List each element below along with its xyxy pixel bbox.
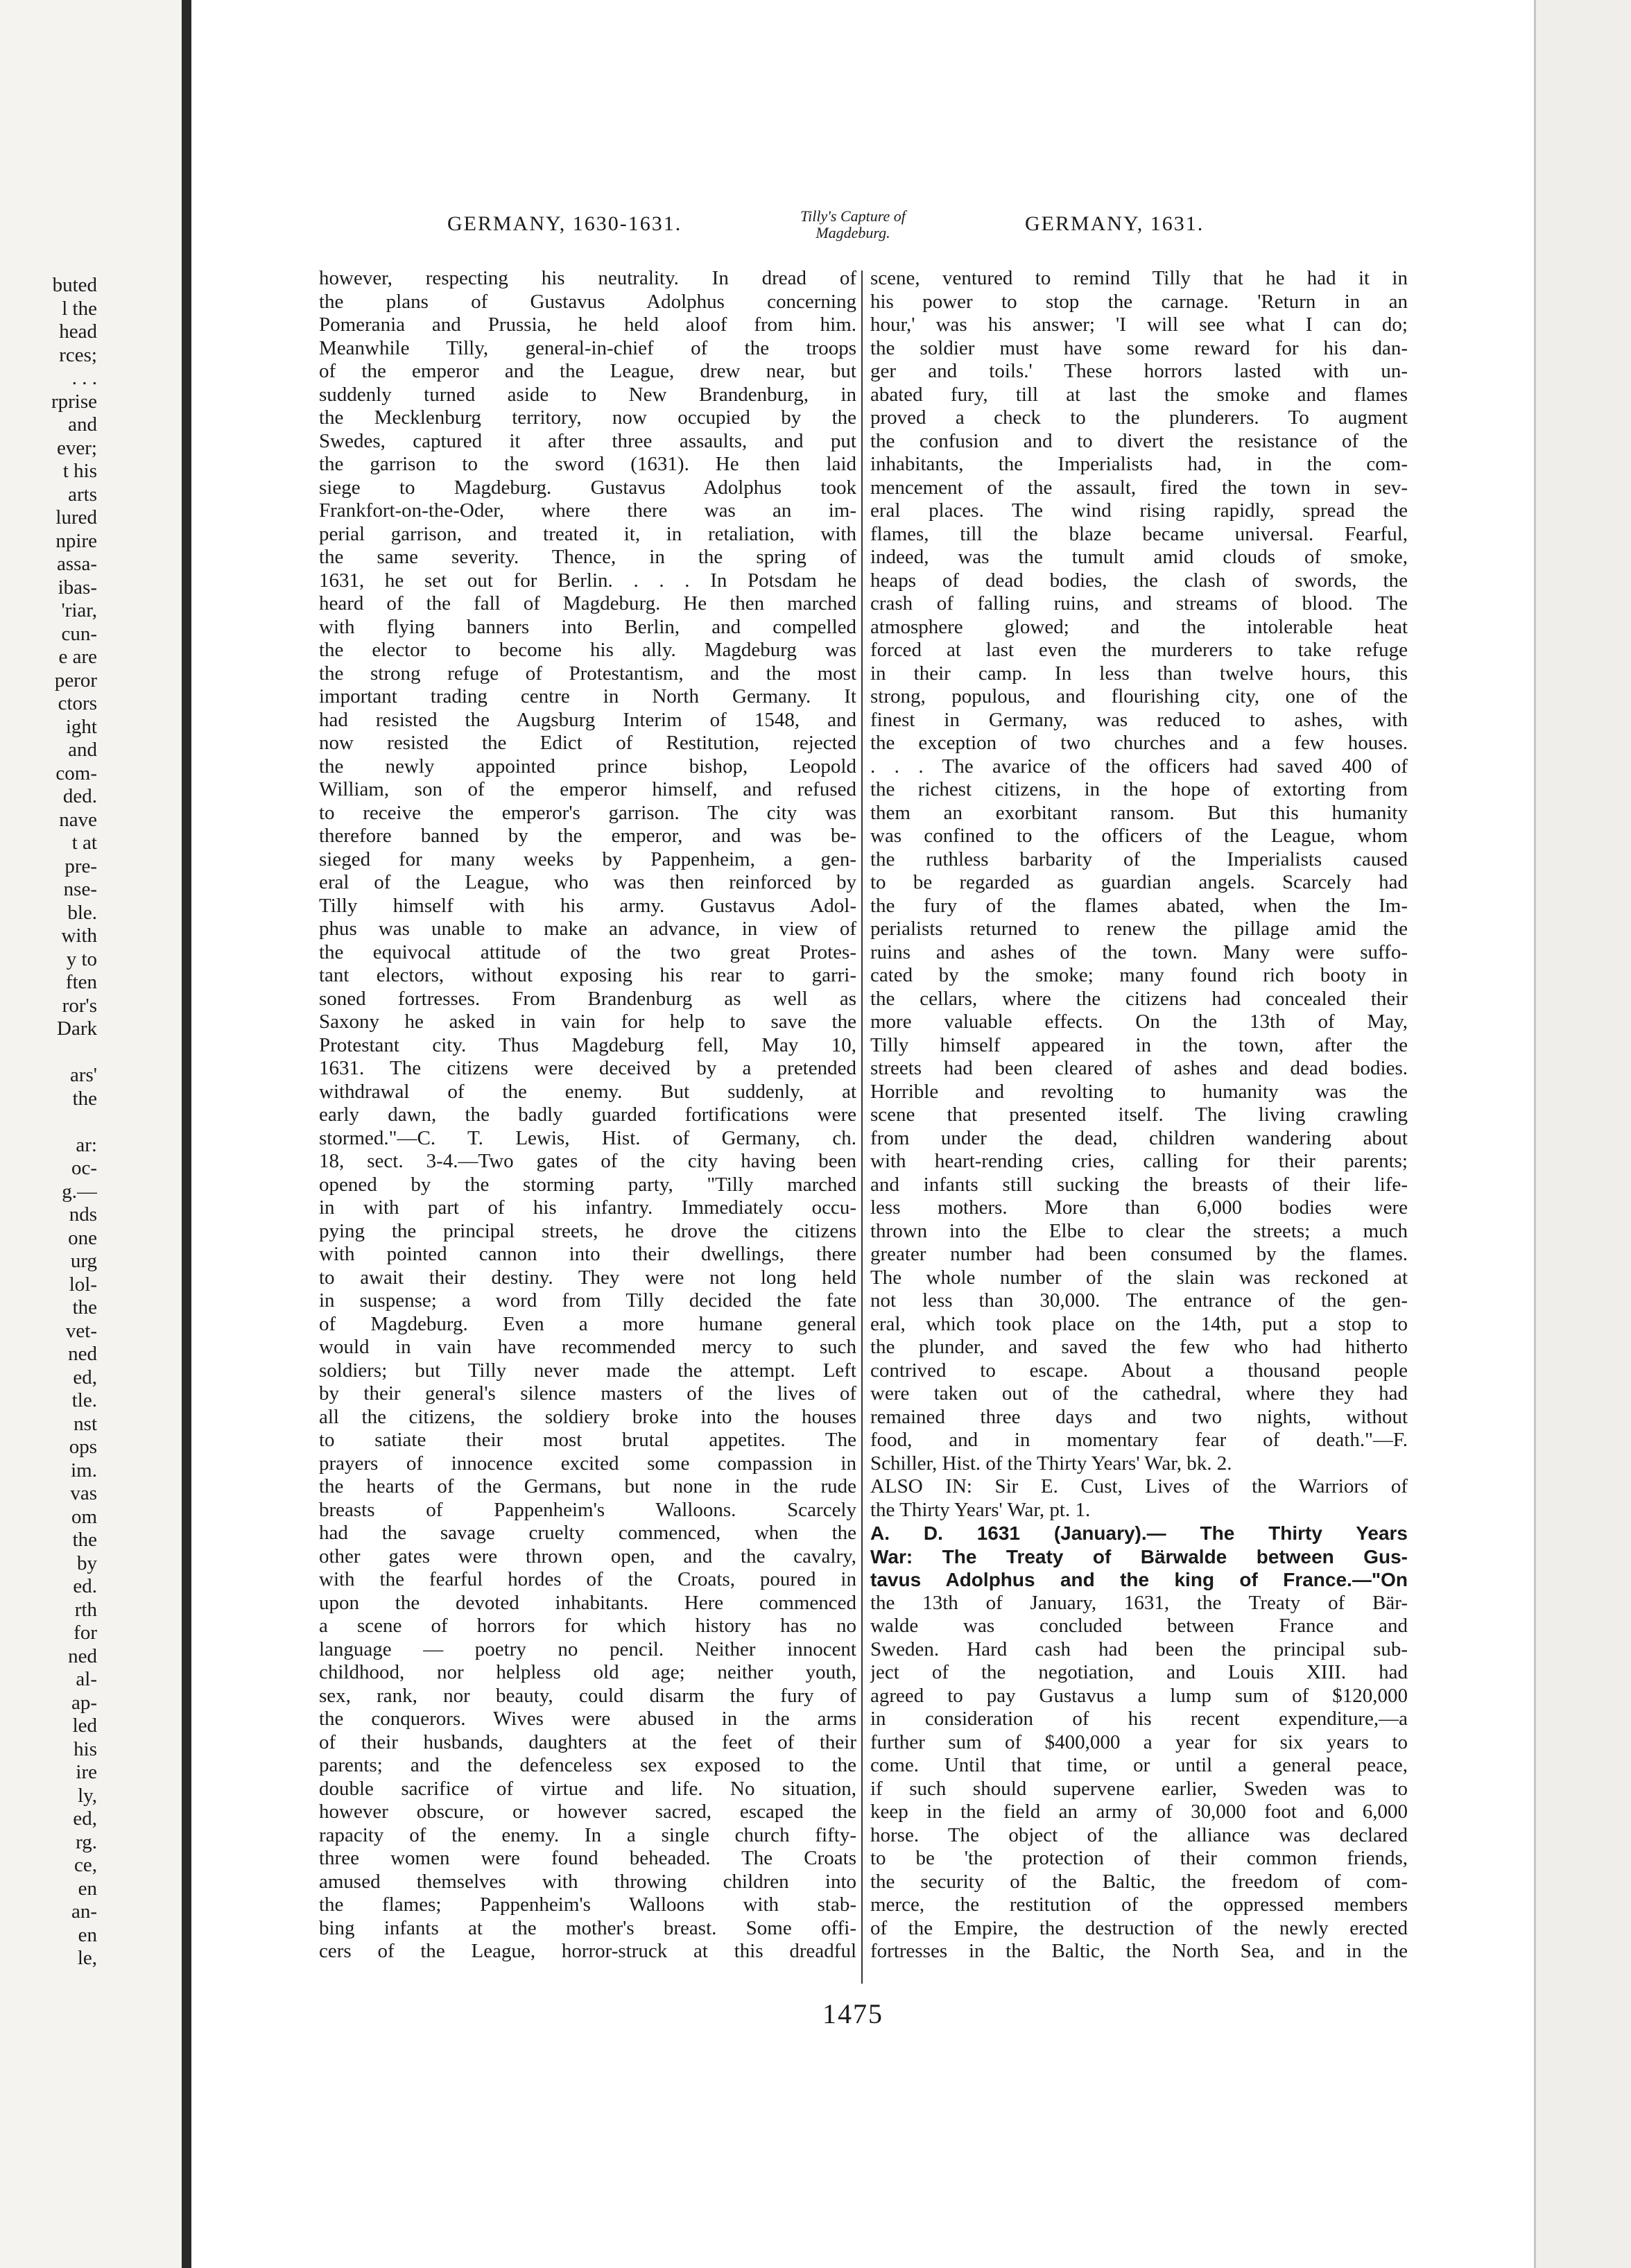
- fragment-line: ctors: [58, 692, 97, 714]
- text-line: food, and in momentary fear of death."—F.: [870, 1429, 1408, 1451]
- fragment-line: cun-: [61, 622, 97, 645]
- fragment-line: npire: [55, 529, 97, 552]
- text-line: the garrison to the sword (1631). He then laid: [319, 453, 856, 475]
- fragment-line: the: [72, 1296, 97, 1318]
- fragment-line: ble.: [67, 901, 97, 924]
- fragment-line: nds: [69, 1203, 97, 1226]
- fragment-line: nse-: [63, 878, 97, 900]
- text-line: soldiers; but Tilly never made the attempt. Left: [319, 1359, 856, 1382]
- text-line: the Thirty Years' War, pt. 1.: [870, 1498, 1091, 1521]
- text-line: if such should supervene earlier, Sweden was to: [870, 1777, 1408, 1800]
- text-line: Tilly himself appeared in the town, after the: [870, 1033, 1408, 1056]
- text-line: three women were found beheaded. The Croats: [319, 1847, 856, 1869]
- text-line: of the emperor and the League, drew near, but: [319, 360, 856, 382]
- fragment-line: om: [71, 1505, 97, 1528]
- fragment-line: assa-: [57, 553, 97, 575]
- text-line: come. Until that time, or until a general peace,: [870, 1754, 1408, 1776]
- text-line: breasts of Pappenheim's Walloons. Scarcely: [319, 1498, 856, 1521]
- text-line: forced at last even the murderers to take refuge: [870, 639, 1408, 661]
- text-line: cers of the League, horror-struck at this dreadful: [319, 1940, 856, 1962]
- text-line: mencement of the assault, fired the town in sev-: [870, 476, 1408, 499]
- text-line: perialists returned to renew the pillage amid the: [870, 918, 1408, 940]
- text-line: the hearts of the Germans, but none in the rude: [319, 1475, 856, 1497]
- text-line: double sacrifice of virtue and life. No situation,: [319, 1777, 856, 1800]
- text-line: . . . The avarice of the officers had saved 400 of: [870, 755, 1408, 778]
- text-line: opened by the storming party, "Tilly marched: [319, 1173, 856, 1196]
- fragment-line: ar:: [76, 1133, 97, 1156]
- text-line: his power to stop the carnage. 'Return in an: [870, 290, 1408, 313]
- text-line: the exception of two churches and a few houses.: [870, 732, 1408, 754]
- text-line: of their husbands, daughters at the feet of their: [319, 1730, 856, 1753]
- text-line: with flying banners into Berlin, and compelled: [319, 615, 856, 638]
- text-line: heard of the fall of Magdeburg. He then marched: [319, 592, 856, 615]
- fragment-line: ly,: [78, 1784, 97, 1807]
- text-line: keep in the field an army of 30,000 foot and 6,000: [870, 1801, 1408, 1823]
- text-line: 1631. The citizens were deceived by a pretended: [319, 1057, 856, 1079]
- column-divider-rule: [861, 270, 863, 1984]
- fragment-line: t his: [62, 460, 97, 482]
- text-line: the newly appointed prince bishop, Leopold: [319, 755, 856, 778]
- fragment-line: le,: [77, 1947, 97, 1969]
- text-line: by their general's silence masters of the lives of: [319, 1382, 856, 1404]
- text-line: greater number had been consumed by the flames.: [870, 1243, 1408, 1265]
- fragment-line: ce,: [74, 1854, 97, 1876]
- fragment-line: ever;: [57, 436, 97, 459]
- fragment-line: tle.: [71, 1389, 97, 1411]
- text-line: William, son of the emperor himself, and refused: [319, 778, 856, 800]
- fragment-line: ops: [69, 1436, 97, 1458]
- fragment-line: one: [68, 1226, 97, 1249]
- text-line: War: The Treaty of Bärwalde between Gus-: [870, 1545, 1408, 1567]
- fragment-line: ed,: [73, 1366, 97, 1389]
- text-line: Swedes, captured it after three assaults, and put: [319, 429, 856, 452]
- text-line: horse. The object of the alliance was declared: [870, 1823, 1408, 1846]
- book-gutter-fold: [182, 0, 191, 2268]
- fragment-line: ror's: [62, 994, 97, 1017]
- text-line: further sum of $400,000 a year for six years to: [870, 1730, 1408, 1753]
- text-line: the security of the Baltic, the freedom of com-: [870, 1870, 1408, 1893]
- right-text-column: [870, 267, 1408, 1964]
- fragment-line: ed,: [73, 1807, 97, 1830]
- text-line: Tilly himself with his army. Gustavus Adol-: [319, 894, 856, 917]
- text-line: eral of the League, who was then reinforced by: [319, 871, 856, 893]
- fragment-line: al-: [76, 1668, 97, 1690]
- text-line: atmosphere glowed; and the intolerable heat: [870, 615, 1408, 638]
- fragment-line: lured: [55, 506, 97, 529]
- text-line: with heart-rending cries, calling for their parents;: [870, 1150, 1408, 1172]
- fragment-line: vas: [70, 1482, 97, 1504]
- text-line: the Mecklenburg territory, now occupied by the: [319, 406, 856, 429]
- fragment-line: l the: [62, 297, 97, 320]
- running-header-left: GERMANY, 1630-1631.: [447, 212, 682, 235]
- fragment-line: an-: [71, 1900, 97, 1923]
- text-line: flames, till the blaze became universal. Fearful,: [870, 522, 1408, 545]
- text-line: ject of the negotiation, and Louis XIII. had: [870, 1661, 1408, 1683]
- text-line: remained three days and two nights, without: [870, 1405, 1408, 1428]
- text-line: proved a check to the plunderers. To augment: [870, 406, 1408, 429]
- fragment-line: t at: [71, 832, 97, 854]
- fragment-line: head: [59, 320, 97, 343]
- text-line: more valuable effects. On the 13th of May,: [870, 1011, 1408, 1033]
- text-line: the richest citizens, in the hope of extorting from: [870, 778, 1408, 800]
- text-line: less mothers. More than 6,000 bodies were: [870, 1196, 1408, 1219]
- text-line: with the fearful hordes of the Croats, poured in: [319, 1568, 856, 1590]
- text-line: Frankfort-on-the-Oder, where there was an im-: [319, 499, 856, 522]
- page-edge-line: [1534, 0, 1536, 2268]
- text-line: would in vain have recommended mercy to such: [319, 1336, 856, 1358]
- fragment-line: ight: [65, 715, 97, 738]
- text-line: had the savage cruelty commenced, when the: [319, 1522, 856, 1544]
- text-line: the soldier must have some reward for his dan-: [870, 336, 1408, 359]
- text-line: language — poetry no pencil. Neither innocent: [319, 1638, 856, 1660]
- text-line: fortresses in the Baltic, the North Sea, and in the: [870, 1940, 1408, 1962]
- text-line: eral, which took place on the 14th, put a stop to: [870, 1312, 1408, 1335]
- text-line: a scene of horrors for which history has no: [319, 1615, 856, 1637]
- text-line: however obscure, or however sacred, escaped the: [319, 1801, 856, 1823]
- text-line: ALSO IN: Sir E. Cust, Lives of the Warriors of: [870, 1475, 1408, 1497]
- text-line: the 13th of January, 1631, the Treaty of Bär-: [870, 1591, 1408, 1614]
- text-line: not less than 30,000. The entrance of the gen-: [870, 1289, 1408, 1312]
- text-line: the strong refuge of Protestantism, and the most: [319, 662, 856, 685]
- text-line: was confined to the officers of the League, whom: [870, 825, 1408, 847]
- text-line: the same severity. Thence, in the spring of: [319, 546, 856, 568]
- text-line: upon the devoted inhabitants. Here commenced: [319, 1591, 856, 1614]
- fragment-line: nst: [74, 1412, 97, 1435]
- text-line: the equivocal attitude of the two great Protes-: [319, 940, 856, 963]
- fragment-line: ire: [76, 1761, 97, 1783]
- fragment-line: nave: [59, 808, 97, 831]
- fragment-line: [0, 1110, 97, 1134]
- text-line: were taken out of the cathedral, where they had: [870, 1382, 1408, 1404]
- text-line: with pointed cannon into their dwellings, there: [319, 1243, 856, 1265]
- fragment-line: 'riar,: [61, 599, 97, 621]
- fragment-line: rces;: [59, 343, 97, 366]
- fragment-line: Dark: [57, 1017, 97, 1040]
- running-header-topic: [770, 208, 936, 241]
- text-line: tavus Adolphus and the king of France.—"On: [870, 1569, 1408, 1590]
- fragment-line: his: [74, 1737, 97, 1760]
- fragment-line: e are: [58, 646, 97, 668]
- fragment-line: ned: [68, 1644, 97, 1667]
- text-line: the plans of Gustavus Adolphus concerning: [319, 290, 856, 313]
- fragment-line: and: [68, 739, 97, 761]
- fragment-line: led: [72, 1715, 97, 1737]
- text-line: in consideration of his recent expenditure,—a: [870, 1708, 1408, 1730]
- text-line: withdrawal of the enemy. But suddenly, at: [319, 1080, 856, 1103]
- text-line: to await their destiny. They were not long held: [319, 1266, 856, 1289]
- text-line: of Magdeburg. Even a more humane general: [319, 1312, 856, 1335]
- fragment-line: the: [72, 1529, 97, 1551]
- text-line: crash of falling ruins, and streams of blood. The: [870, 592, 1408, 615]
- text-line: A. D. 1631 (January).— The Thirty Years: [870, 1522, 1408, 1544]
- text-line: eral places. The wind rising rapidly, spread the: [870, 499, 1408, 522]
- page-outer-edge: [1534, 0, 1631, 2268]
- text-line: agreed to pay Gustavus a lump sum of $120,000: [870, 1684, 1408, 1707]
- fragment-line: ars': [69, 1064, 97, 1086]
- text-line: however, respecting his neutrality. In dread of: [319, 267, 856, 289]
- left-text-column: [319, 267, 856, 1964]
- fragment-line: peror: [54, 669, 97, 691]
- fragment-line: the: [72, 1087, 97, 1110]
- fragment-line: and: [68, 413, 97, 436]
- text-line: the fury of the flames abated, when the Im-: [870, 894, 1408, 917]
- text-line: other gates were thrown open, and the cavalry,: [319, 1545, 856, 1567]
- text-line: the cellars, where the citizens had concealed their: [870, 987, 1408, 1010]
- text-line: ruins and ashes of the town. Many were suffo-: [870, 940, 1408, 963]
- text-line: therefore banned by the emperor, and was be-: [319, 825, 856, 847]
- fragment-line: . . .: [71, 367, 97, 389]
- text-line: siege to Magdeburg. Gustavus Adolphus took: [319, 476, 856, 499]
- fragment-line: ned: [68, 1343, 97, 1365]
- previous-page-text-fragments: [0, 274, 97, 1970]
- text-line: and infants still sucking the breasts of their life-: [870, 1173, 1408, 1196]
- text-line: cated by the smoke; many found rich booty in: [870, 964, 1408, 986]
- text-line: merce, the restitution of the oppressed members: [870, 1893, 1408, 1916]
- text-line: the confusion and to divert the resistance of the: [870, 429, 1408, 452]
- text-line: scene, ventured to remind Tilly that he had it in: [870, 267, 1408, 289]
- text-line: bing infants at the mother's breast. Some offi-: [319, 1916, 856, 1939]
- text-line: parents; and the defenceless sex exposed to the: [319, 1754, 856, 1776]
- text-line: sex, rank, nor beauty, could disarm the fury of: [319, 1684, 856, 1707]
- fragment-line: en: [78, 1877, 97, 1900]
- fragment-line: ded.: [62, 785, 97, 807]
- fragment-line: rg.: [76, 1830, 97, 1853]
- text-line: Protestant city. Thus Magdeburg fell, May 10,: [319, 1033, 856, 1056]
- text-line: contrived to escape. About a thousand people: [870, 1359, 1408, 1382]
- fragment-line: rth: [74, 1598, 97, 1621]
- text-line: early dawn, the badly guarded fortifications were: [319, 1103, 856, 1126]
- fragment-line: lol-: [69, 1273, 97, 1296]
- header-topic-line-1: Tilly's Capture of: [800, 207, 906, 225]
- text-line: Horrible and revolting to humanity was the: [870, 1080, 1408, 1103]
- fragment-line: y to: [66, 947, 97, 970]
- fragment-line: oc-: [71, 1157, 97, 1179]
- text-line: all the citizens, the soldiery broke into the houses: [319, 1405, 856, 1428]
- fragment-line: ap-: [71, 1691, 97, 1714]
- text-line: finest in Germany, was reduced to ashes, with: [870, 708, 1408, 731]
- text-line: 1631, he set out for Berlin. . . . In Potsdam he: [319, 569, 856, 592]
- text-line: to receive the emperor's garrison. The city was: [319, 801, 856, 824]
- fragment-line: with: [61, 925, 97, 947]
- fragment-line: en: [78, 1923, 97, 1946]
- fragment-line: rprise: [51, 390, 97, 413]
- text-line: in their camp. In less than twelve hours, this: [870, 662, 1408, 685]
- text-line: them an exorbitant ransom. But this humanity: [870, 801, 1408, 824]
- text-line: to satiate their most brutal appetites. The: [319, 1429, 856, 1451]
- text-line: amused themselves with throwing children into: [319, 1870, 856, 1893]
- text-line: the plunder, and saved the few who had hitherto: [870, 1336, 1408, 1358]
- text-line: inhabitants, the Imperialists had, in the com-: [870, 453, 1408, 475]
- text-line: indeed, was the tumult amid clouds of smoke,: [870, 546, 1408, 568]
- text-line: Schiller, Hist. of the Thirty Years' War, bk. 2.: [870, 1452, 1232, 1475]
- text-line: the conquerors. Wives were abused in the arms: [319, 1708, 856, 1730]
- text-line: to be regarded as guardian angels. Scarcely had: [870, 871, 1408, 893]
- text-line: scene that presented itself. The living crawling: [870, 1103, 1408, 1126]
- text-line: sieged for many weeks by Pappenheim, a gen-: [319, 848, 856, 870]
- fragment-line: urg: [70, 1250, 97, 1272]
- text-line: from under the dead, children wandering about: [870, 1126, 1408, 1149]
- text-line: suddenly turned aside to New Brandenburg, in: [319, 383, 856, 406]
- text-line: the ruthless barbarity of the Imperialists caused: [870, 848, 1408, 870]
- text-line: prayers of innocence excited some compassion in: [319, 1452, 856, 1475]
- text-line: heaps of dead bodies, the clash of swords, the: [870, 569, 1408, 592]
- text-line: the elector to become his ally. Magdeburg was: [319, 639, 856, 661]
- fragment-line: for: [74, 1622, 97, 1644]
- fragment-line: arts: [68, 483, 97, 506]
- text-line: walde was concluded between France and: [870, 1615, 1408, 1637]
- running-header-right: GERMANY, 1631.: [1025, 212, 1205, 235]
- text-line: strong, populous, and flourishing city, one of the: [870, 685, 1408, 707]
- fragment-line: buted: [52, 274, 97, 296]
- text-line: perial garrison, and treated it, in retaliation, with: [319, 522, 856, 545]
- text-line: important trading centre in North Germany. It: [319, 685, 856, 707]
- text-line: Saxony he asked in vain for help to save the: [319, 1011, 856, 1033]
- fragment-line: [0, 1041, 97, 1065]
- page-number: 1475: [822, 1998, 883, 2029]
- text-line: childhood, nor helpless old age; neither youth,: [319, 1661, 856, 1683]
- fragment-line: vet-: [65, 1319, 97, 1342]
- text-line: now resisted the Edict of Restitution, rejected: [319, 732, 856, 754]
- text-line: 18, sect. 3-4.—Two gates of the city having been: [319, 1150, 856, 1172]
- text-line: Meanwhile Tilly, general-in-chief of the troops: [319, 336, 856, 359]
- fragment-line: com-: [55, 762, 97, 784]
- fragment-line: by: [77, 1552, 97, 1574]
- text-line: ger and toils.' These horrors lasted with un-: [870, 360, 1408, 382]
- text-line: Pomerania and Prussia, he held aloof from him.: [319, 313, 856, 336]
- text-line: stormed."—C. T. Lewis, Hist. of Germany, ch.: [319, 1126, 856, 1149]
- fragment-line: im.: [71, 1459, 97, 1481]
- fragment-line: pre-: [64, 854, 97, 877]
- text-line: the flames; Pappenheim's Walloons with stab-: [319, 1893, 856, 1916]
- text-line: abated fury, till at last the smoke and flames: [870, 383, 1408, 406]
- text-line: The whole number of the slain was reckoned at: [870, 1266, 1408, 1289]
- text-line: Sweden. Hard cash had been the principal sub-: [870, 1638, 1408, 1660]
- fragment-line: ften: [65, 971, 97, 993]
- fragment-line: ibas-: [58, 576, 97, 599]
- fragment-line: g.—: [62, 1180, 97, 1203]
- text-line: in suspense; a word from Tilly decided the fate: [319, 1289, 856, 1312]
- text-line: pying the principal streets, he drove the citizens: [319, 1219, 856, 1242]
- text-line: rapacity of the enemy. In a single church fifty-: [319, 1823, 856, 1846]
- text-line: had resisted the Augsburg Interim of 1548, and: [319, 708, 856, 731]
- text-line: of the Empire, the destruction of the newly erected: [870, 1916, 1408, 1939]
- text-line: to be 'the protection of their common friends,: [870, 1847, 1408, 1869]
- text-line: in with part of his infantry. Immediately occu-: [319, 1196, 856, 1219]
- text-line: tant electors, without exposing his rear to garri-: [319, 964, 856, 986]
- text-line: thrown into the Elbe to clear the streets; a much: [870, 1219, 1408, 1242]
- text-line: streets had been cleared of ashes and dead bodies.: [870, 1057, 1408, 1079]
- text-line: phus was unable to make an advance, in view of: [319, 918, 856, 940]
- header-topic-line-2: Magdeburg.: [816, 224, 890, 241]
- text-line: soned fortresses. From Brandenburg as well as: [319, 987, 856, 1010]
- text-line: hour,' was his answer; 'I will see what I can do;: [870, 313, 1408, 336]
- fragment-line: ed.: [73, 1575, 97, 1597]
